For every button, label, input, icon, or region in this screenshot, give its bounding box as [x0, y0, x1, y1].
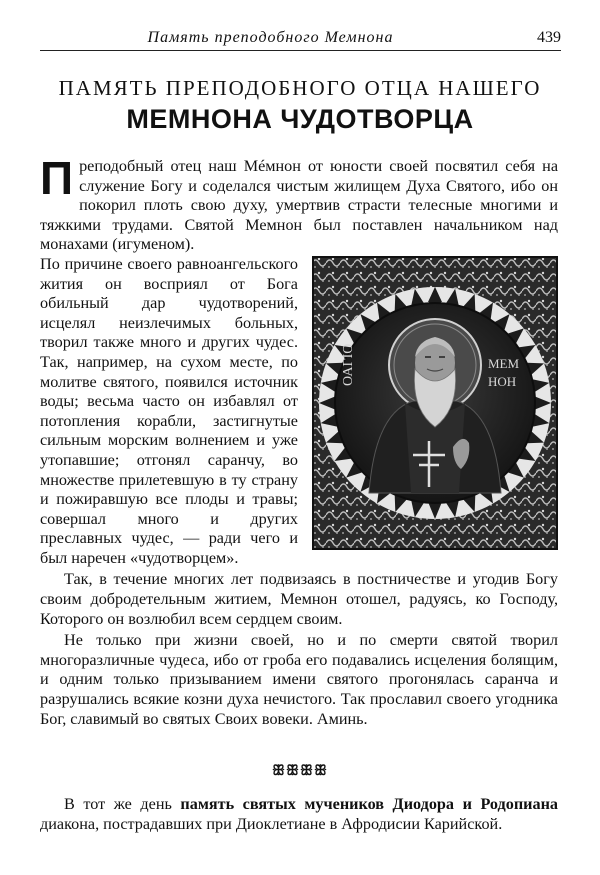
icon-illustration [312, 256, 558, 550]
section-ornament: ꕥꕥꕥꕥ [272, 764, 328, 779]
chapter-heading-line2: МЕМНОНА ЧУДОТВОРЦА [126, 104, 474, 134]
icon-inscription-left: ОАГІО [341, 343, 356, 386]
paragraph-1 [40, 152, 558, 255]
commemoration-prefix: В тот же день [64, 795, 181, 813]
running-head [40, 28, 561, 51]
paragraph-2: По причине своего равноангельского жития он восприял от Бога обильный дар чудотворений, исцелял неизлечимых больных, творил также много и других чудес. Так, например, на сухом месте, по молитве святого, появился источник воды; весьма часто он избавлял от потопления корабли, застигнутые сильным морским волнением и уже утопавшие; отгонял саранчу, во множестве прилетевшую в ту страну и пожиравшую все плоды и травы; совершал много и других преславных чудес, — ради чего и был наречен «чудотворцем». [40, 254, 298, 567]
commemoration-suffix: диакона, пострадавших при Диоклетиане в Афродисии Карийской. [40, 815, 503, 833]
page-number: 439 [537, 29, 561, 46]
main-text [40, 152, 558, 729]
commemoration-bold: память святых мучеников Диодора и Родопиана [180, 795, 559, 813]
chapter-heading-line1: ПАМЯТЬ ПРЕПОДОБНОГО ОТЦА НАШЕГО [58, 76, 542, 100]
drop-cap: П [40, 152, 74, 204]
commemoration-paragraph [40, 794, 558, 834]
saint-icon-image [312, 256, 558, 550]
paragraph-3: Так, в течение многих лет подвизаясь в постничестве и угодив Богу своим добродетельным житием, Мемнон отошел, радуясь, ко Господу, Которого он возлюбил всем сердцем своим. [40, 570, 558, 628]
paragraph-1-text: реподобный отец наш Мéмнон от юности своей посвятил себя на служение Богу и соделался чистым жилищем Духа Святого, ибо он покорил плоть свою духу, умертвив страсти телесные многими и тяжкими трудами. Святой Мемнон был поставлен начальником над монахами (игуменом). [40, 157, 558, 254]
icon-inscription-right: МЕМ НОН [488, 355, 520, 389]
paragraph-4: Не только при жизни своей, но и по смерти святой творил многоразличные чудеса, ибо от гроба его подавались исцеления болящим, и одним только призыванием имени святого прогонялась саранча и разрушались всякие козни духа нечистого. Так прославил своего угодника Бог, славимый во святых Своих вовеки. Аминь. [40, 631, 558, 728]
running-head-title: Память преподобного Мемнона [147, 29, 394, 46]
